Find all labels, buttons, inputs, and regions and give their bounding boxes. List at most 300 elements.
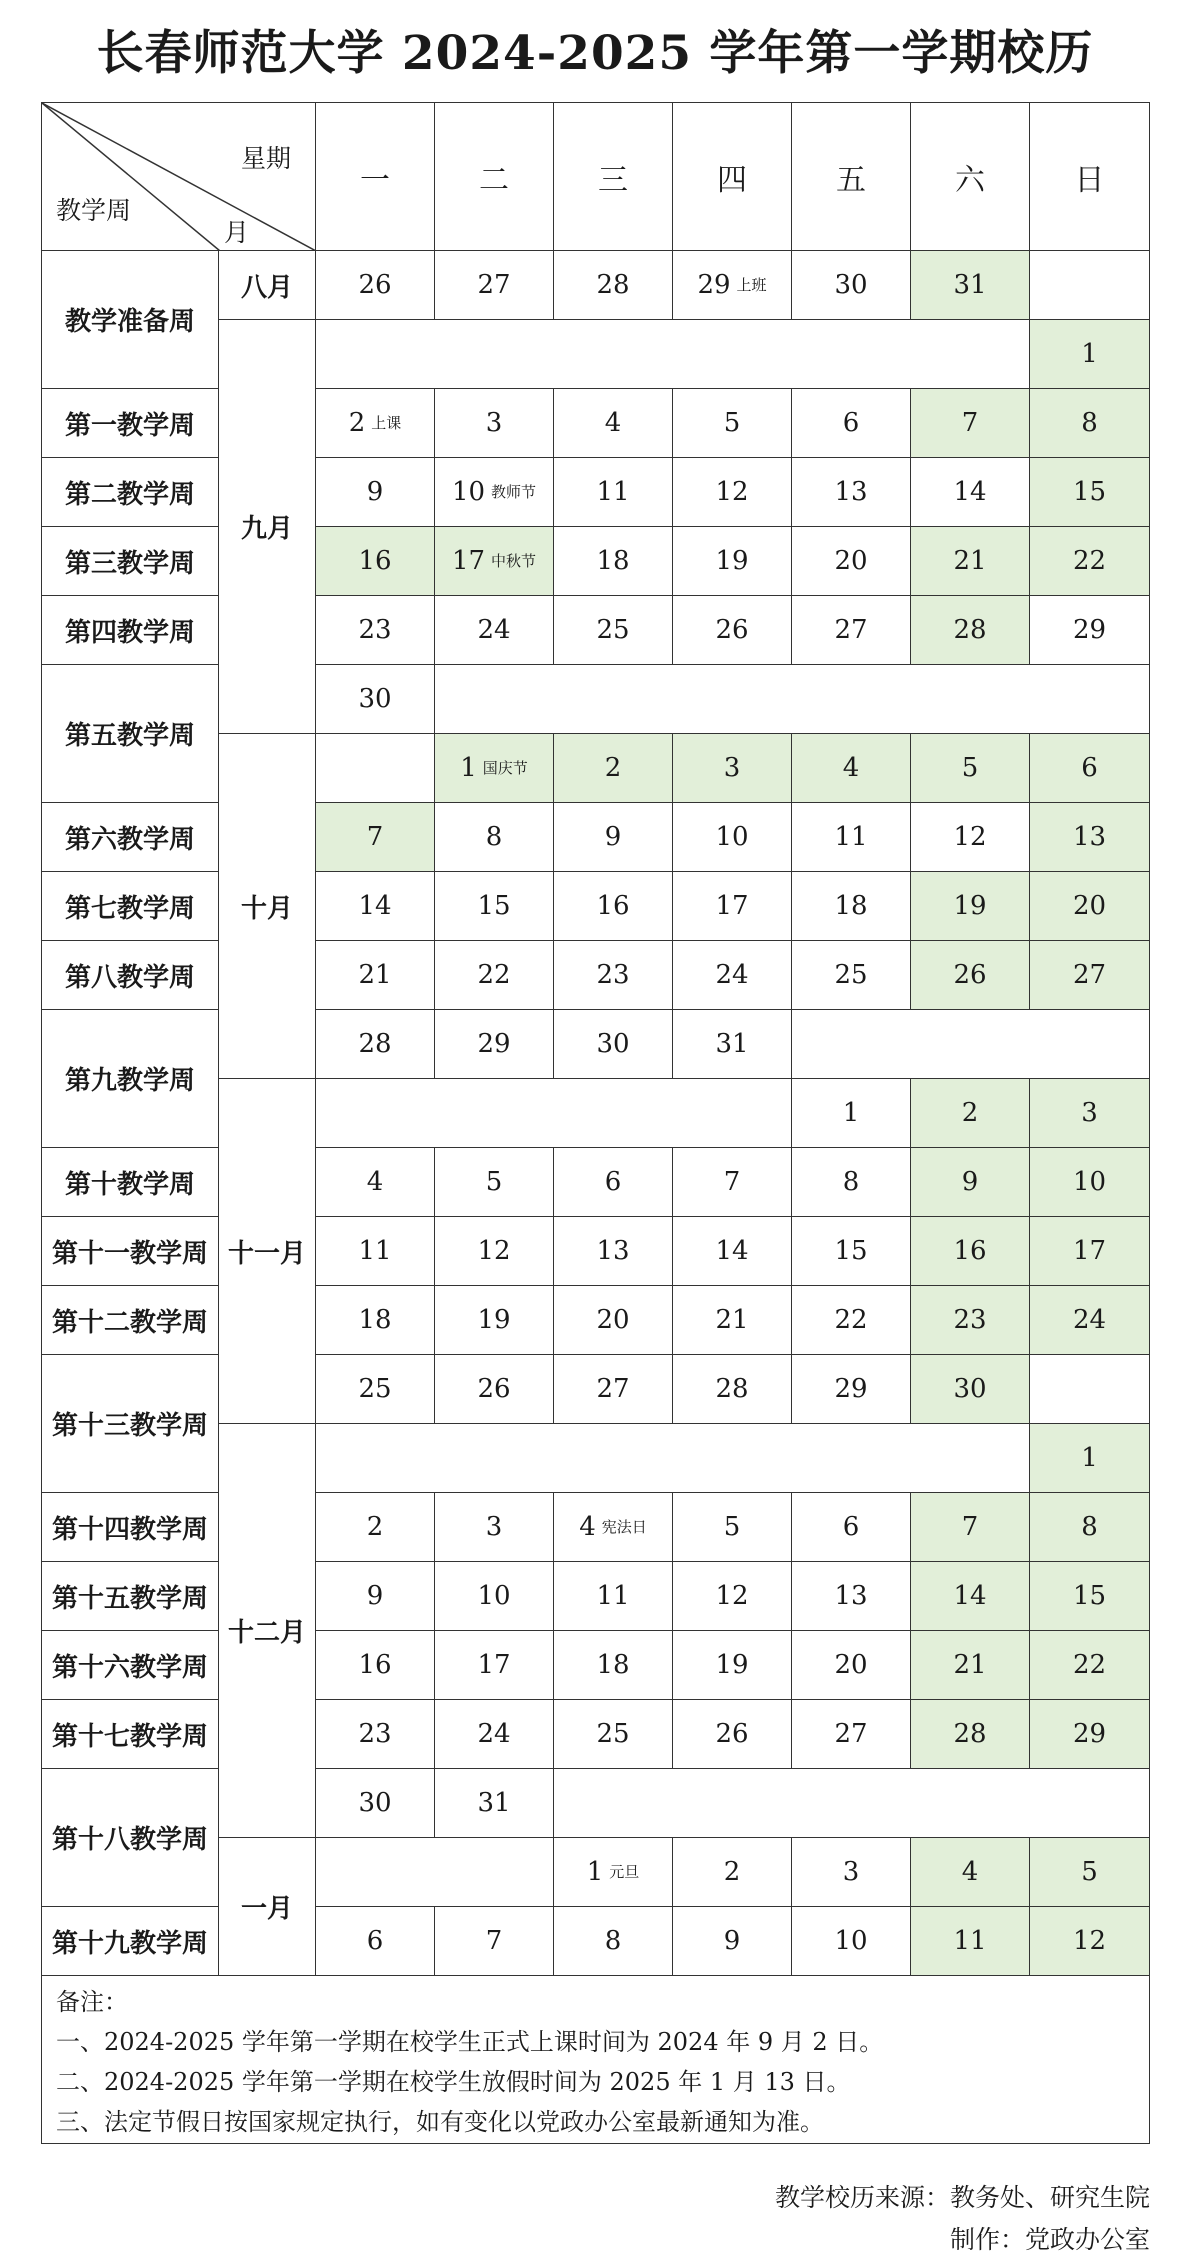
remarks-line: 二、2024-2025 学年第一学期在校学生放假时间为 2025 年 1 月 13 日。 bbox=[56, 2068, 851, 2096]
day-cell bbox=[792, 1286, 911, 1355]
day-number: 24 bbox=[715, 960, 749, 990]
day-number: 4 bbox=[579, 1512, 596, 1542]
day-cell bbox=[673, 1010, 792, 1079]
day-cell bbox=[792, 1148, 911, 1217]
day-cell bbox=[435, 1493, 554, 1562]
day-cell bbox=[911, 596, 1030, 665]
day-number: 19 bbox=[953, 891, 987, 921]
day-cell bbox=[673, 803, 792, 872]
day-cell bbox=[1030, 1700, 1150, 1769]
day-number: 9 bbox=[604, 822, 622, 852]
day-cell bbox=[911, 1838, 1030, 1907]
remarks-cell bbox=[42, 1976, 1150, 2144]
empty-cell bbox=[792, 1010, 1150, 1079]
day-number: 18 bbox=[596, 546, 630, 576]
day-cell bbox=[911, 803, 1030, 872]
day-cell bbox=[316, 1217, 435, 1286]
day-number: 30 bbox=[953, 1374, 987, 1404]
day-annotation: 中秋节 bbox=[491, 552, 537, 570]
day-number: 3 bbox=[1081, 1098, 1098, 1128]
day-number: 28 bbox=[953, 1719, 987, 1749]
day-cell bbox=[316, 803, 435, 872]
day-cell bbox=[673, 1838, 792, 1907]
calendar-row bbox=[42, 527, 1150, 596]
day-number: 13 bbox=[834, 477, 868, 507]
day-number: 20 bbox=[1072, 891, 1107, 921]
day-number: 26 bbox=[477, 1374, 511, 1404]
day-number: 1 bbox=[460, 753, 477, 783]
month-label: 九月 bbox=[219, 320, 316, 734]
day-cell bbox=[435, 1700, 554, 1769]
empty-cell bbox=[316, 1838, 554, 1907]
day-number: 27 bbox=[596, 1374, 630, 1404]
day-cell bbox=[1030, 1493, 1150, 1562]
day-cell bbox=[316, 1286, 435, 1355]
day-cell bbox=[435, 389, 554, 458]
day-number: 17 bbox=[451, 546, 486, 576]
day-cell bbox=[435, 458, 554, 527]
calendar-row bbox=[42, 458, 1150, 527]
day-number: 13 bbox=[596, 1236, 630, 1266]
day-cell bbox=[911, 458, 1030, 527]
day-cell bbox=[911, 1493, 1030, 1562]
day-cell bbox=[673, 1355, 792, 1424]
day-cell bbox=[792, 1700, 911, 1769]
day-number: 1 bbox=[1081, 339, 1098, 369]
day-cell bbox=[435, 1907, 554, 1976]
day-number: 28 bbox=[715, 1374, 749, 1404]
week-label: 第七教学周 bbox=[42, 872, 219, 941]
day-cell bbox=[316, 1355, 435, 1424]
day-number: 27 bbox=[1072, 960, 1107, 990]
day-number: 22 bbox=[834, 1305, 868, 1335]
day-cell bbox=[1030, 1838, 1150, 1907]
day-number: 10 bbox=[715, 822, 749, 852]
day-cell bbox=[316, 1493, 435, 1562]
day-number: 23 bbox=[358, 615, 392, 645]
day-number: 14 bbox=[715, 1236, 749, 1266]
day-number: 30 bbox=[358, 684, 392, 714]
day-cell bbox=[316, 665, 435, 734]
day-number: 17 bbox=[1072, 1236, 1107, 1266]
day-number: 5 bbox=[723, 1512, 741, 1542]
day-number: 5 bbox=[485, 1167, 503, 1197]
day-number: 3 bbox=[842, 1857, 860, 1887]
week-label: 第六教学周 bbox=[42, 803, 219, 872]
week-label: 第十六教学周 bbox=[42, 1631, 219, 1700]
day-cell bbox=[1030, 734, 1150, 803]
day-number: 7 bbox=[961, 1512, 979, 1542]
remarks-line: 三、法定节假日按国家规定执行，如有变化以党政办公室最新通知为准。 bbox=[56, 2108, 824, 2136]
weekday-axis-label: 星期 bbox=[240, 144, 291, 173]
day-number: 28 bbox=[358, 1029, 392, 1059]
day-cell bbox=[435, 1631, 554, 1700]
day-number: 18 bbox=[596, 1650, 630, 1680]
empty-cell bbox=[316, 734, 435, 803]
day-number: 12 bbox=[715, 477, 749, 507]
day-number: 24 bbox=[1072, 1305, 1107, 1335]
day-cell bbox=[316, 251, 435, 320]
calendar-row bbox=[42, 665, 1150, 734]
day-cell bbox=[435, 1562, 554, 1631]
day-cell bbox=[792, 596, 911, 665]
day-cell bbox=[911, 1907, 1030, 1976]
empty-cell bbox=[435, 665, 1150, 734]
day-number: 2 bbox=[723, 1857, 741, 1887]
empty-cell bbox=[316, 320, 1030, 389]
day-cell bbox=[673, 1700, 792, 1769]
day-cell bbox=[554, 596, 673, 665]
day-number: 15 bbox=[834, 1236, 868, 1266]
empty-cell bbox=[1030, 251, 1150, 320]
day-number: 19 bbox=[715, 546, 749, 576]
day-number: 20 bbox=[834, 546, 868, 576]
calendar-row bbox=[42, 1286, 1150, 1355]
day-cell bbox=[911, 251, 1030, 320]
day-number: 28 bbox=[953, 615, 987, 645]
day-cell bbox=[792, 803, 911, 872]
day-cell bbox=[554, 941, 673, 1010]
day-number: 12 bbox=[477, 1236, 511, 1266]
day-cell bbox=[435, 1148, 554, 1217]
day-cell bbox=[554, 1148, 673, 1217]
calendar-row bbox=[42, 1493, 1150, 1562]
day-cell bbox=[1030, 389, 1150, 458]
week-label: 第九教学周 bbox=[42, 1010, 219, 1148]
day-number: 8 bbox=[842, 1167, 860, 1197]
day-cell bbox=[673, 941, 792, 1010]
day-cell bbox=[554, 1838, 673, 1907]
week-label: 第十八教学周 bbox=[42, 1769, 219, 1907]
day-cell bbox=[792, 941, 911, 1010]
weekday-header: 五 bbox=[792, 103, 911, 251]
day-cell bbox=[554, 872, 673, 941]
empty-cell bbox=[316, 1424, 1030, 1493]
day-cell bbox=[316, 1631, 435, 1700]
calendar-row bbox=[42, 1907, 1150, 1976]
empty-cell bbox=[316, 1079, 792, 1148]
day-number: 21 bbox=[715, 1305, 749, 1335]
month-axis-label: 月 bbox=[224, 218, 250, 247]
day-number: 22 bbox=[477, 960, 511, 990]
day-number: 23 bbox=[953, 1305, 987, 1335]
day-number: 2 bbox=[604, 753, 622, 783]
day-number: 3 bbox=[723, 753, 741, 783]
day-cell bbox=[673, 389, 792, 458]
day-number: 1 bbox=[1081, 1443, 1098, 1473]
empty-cell bbox=[554, 1769, 1150, 1838]
week-label: 第二教学周 bbox=[42, 458, 219, 527]
day-number: 29 bbox=[1072, 1719, 1107, 1749]
day-cell bbox=[554, 458, 673, 527]
day-cell bbox=[911, 1148, 1030, 1217]
day-number: 4 bbox=[961, 1857, 979, 1887]
day-cell bbox=[316, 1907, 435, 1976]
day-cell bbox=[554, 1493, 673, 1562]
week-label: 第十五教学周 bbox=[42, 1562, 219, 1631]
day-cell bbox=[435, 527, 554, 596]
day-cell bbox=[792, 1493, 911, 1562]
day-cell bbox=[1030, 1424, 1150, 1493]
day-annotation: 上课 bbox=[371, 414, 402, 432]
day-number: 5 bbox=[1081, 1857, 1098, 1887]
day-cell bbox=[673, 1631, 792, 1700]
remarks-row bbox=[42, 1976, 1150, 2144]
day-cell bbox=[435, 596, 554, 665]
day-cell bbox=[792, 1355, 911, 1424]
day-cell bbox=[1030, 596, 1150, 665]
day-number: 8 bbox=[1081, 1512, 1098, 1542]
day-number: 2 bbox=[348, 408, 366, 438]
week-label: 第十一教学周 bbox=[42, 1217, 219, 1286]
month-label: 十一月 bbox=[219, 1079, 316, 1424]
month-label: 一月 bbox=[219, 1838, 316, 1976]
calendar-row bbox=[42, 803, 1150, 872]
day-number: 14 bbox=[953, 1581, 987, 1611]
day-number: 6 bbox=[604, 1167, 622, 1197]
calendar-row bbox=[42, 1769, 1150, 1838]
day-number: 5 bbox=[723, 408, 741, 438]
day-number: 8 bbox=[1081, 408, 1098, 438]
day-number: 27 bbox=[834, 1719, 868, 1749]
day-number: 4 bbox=[604, 408, 622, 438]
day-number: 26 bbox=[953, 960, 987, 990]
day-number: 16 bbox=[596, 891, 630, 921]
day-number: 10 bbox=[451, 477, 486, 507]
day-number: 2 bbox=[961, 1098, 979, 1128]
empty-cell bbox=[1030, 1355, 1150, 1424]
day-annotation: 教师节 bbox=[491, 483, 537, 501]
day-number: 19 bbox=[477, 1305, 511, 1335]
calendar-row bbox=[42, 1217, 1150, 1286]
day-number: 22 bbox=[1072, 546, 1107, 576]
day-number: 7 bbox=[723, 1167, 741, 1197]
day-cell bbox=[316, 1769, 435, 1838]
calendar-row bbox=[42, 941, 1150, 1010]
day-cell bbox=[792, 734, 911, 803]
day-cell bbox=[554, 1355, 673, 1424]
day-cell bbox=[1030, 1631, 1150, 1700]
day-cell bbox=[435, 1355, 554, 1424]
day-number: 15 bbox=[1072, 477, 1107, 507]
day-cell bbox=[554, 734, 673, 803]
day-cell bbox=[792, 1217, 911, 1286]
day-cell bbox=[554, 1907, 673, 1976]
day-number: 7 bbox=[366, 822, 384, 852]
week-label: 第十教学周 bbox=[42, 1148, 219, 1217]
calendar-row bbox=[42, 389, 1150, 458]
day-cell bbox=[1030, 320, 1150, 389]
week-label: 教学准备周 bbox=[42, 251, 219, 389]
day-number: 1 bbox=[842, 1098, 860, 1128]
day-cell bbox=[911, 1286, 1030, 1355]
day-cell bbox=[316, 1148, 435, 1217]
week-label: 第五教学周 bbox=[42, 665, 219, 803]
weekday-header: 二 bbox=[435, 103, 554, 251]
day-number: 25 bbox=[358, 1374, 392, 1404]
day-cell bbox=[435, 1769, 554, 1838]
calendar-row bbox=[42, 1631, 1150, 1700]
day-number: 27 bbox=[834, 615, 868, 645]
day-cell bbox=[435, 734, 554, 803]
calendar-row bbox=[42, 1148, 1150, 1217]
day-number: 3 bbox=[485, 408, 503, 438]
day-cell bbox=[673, 872, 792, 941]
day-cell bbox=[673, 596, 792, 665]
day-number: 20 bbox=[834, 1650, 868, 1680]
day-number: 15 bbox=[1072, 1581, 1107, 1611]
day-number: 31 bbox=[477, 1788, 511, 1818]
day-cell bbox=[1030, 941, 1150, 1010]
weekday-header: 四 bbox=[673, 103, 792, 251]
day-number: 22 bbox=[1072, 1650, 1107, 1680]
diagonal-header-cell bbox=[42, 103, 316, 251]
day-number: 28 bbox=[596, 270, 630, 300]
weekday-header: 六 bbox=[911, 103, 1030, 251]
day-cell bbox=[554, 1010, 673, 1079]
week-label: 第三教学周 bbox=[42, 527, 219, 596]
day-cell bbox=[911, 941, 1030, 1010]
calendar-source: 教学校历来源：教务处、研究生院 bbox=[774, 2183, 1150, 2212]
week-label: 第十四教学周 bbox=[42, 1493, 219, 1562]
day-number: 31 bbox=[715, 1029, 749, 1059]
day-number: 18 bbox=[834, 891, 868, 921]
day-cell bbox=[1030, 1148, 1150, 1217]
day-annotation: 国庆节 bbox=[482, 759, 528, 777]
day-number: 15 bbox=[477, 891, 511, 921]
day-annotation: 上班 bbox=[736, 276, 767, 294]
day-number: 9 bbox=[366, 1581, 384, 1611]
week-label: 第十九教学周 bbox=[42, 1907, 219, 1976]
day-number: 7 bbox=[485, 1926, 503, 1956]
day-cell bbox=[1030, 1562, 1150, 1631]
day-cell bbox=[554, 527, 673, 596]
day-number: 14 bbox=[358, 891, 392, 921]
remarks-line: 一、2024-2025 学年第一学期在校学生正式上课时间为 2024 年 9 月 2 日。 bbox=[56, 2028, 884, 2056]
day-number: 11 bbox=[596, 477, 630, 507]
day-number: 11 bbox=[358, 1236, 392, 1266]
day-cell bbox=[673, 251, 792, 320]
day-number: 30 bbox=[834, 270, 868, 300]
day-number: 6 bbox=[366, 1926, 384, 1956]
week-label: 第十三教学周 bbox=[42, 1355, 219, 1493]
day-cell bbox=[911, 527, 1030, 596]
day-number: 24 bbox=[477, 615, 511, 645]
day-number: 20 bbox=[596, 1305, 630, 1335]
day-cell bbox=[911, 1355, 1030, 1424]
day-number: 7 bbox=[961, 408, 979, 438]
day-number: 10 bbox=[477, 1581, 511, 1611]
day-cell bbox=[911, 872, 1030, 941]
day-number: 1 bbox=[586, 1857, 604, 1887]
day-cell bbox=[911, 1700, 1030, 1769]
header-row bbox=[42, 103, 1150, 251]
day-number: 29 bbox=[477, 1029, 511, 1059]
day-number: 27 bbox=[477, 270, 511, 300]
day-cell bbox=[1030, 872, 1150, 941]
day-cell bbox=[316, 872, 435, 941]
day-cell bbox=[673, 527, 792, 596]
day-cell bbox=[554, 1286, 673, 1355]
day-number: 12 bbox=[1072, 1926, 1107, 1956]
day-number: 23 bbox=[596, 960, 630, 990]
day-cell bbox=[792, 872, 911, 941]
day-number: 26 bbox=[358, 270, 392, 300]
day-cell bbox=[792, 1562, 911, 1631]
day-number: 18 bbox=[358, 1305, 392, 1335]
week-label: 第八教学周 bbox=[42, 941, 219, 1010]
day-cell bbox=[554, 389, 673, 458]
day-cell bbox=[1030, 527, 1150, 596]
day-cell bbox=[792, 458, 911, 527]
day-number: 9 bbox=[723, 1926, 741, 1956]
day-cell bbox=[792, 1838, 911, 1907]
day-number: 16 bbox=[358, 546, 392, 576]
day-number: 9 bbox=[961, 1167, 979, 1197]
week-label: 第十二教学周 bbox=[42, 1286, 219, 1355]
day-number: 12 bbox=[715, 1581, 749, 1611]
day-cell bbox=[435, 803, 554, 872]
day-cell bbox=[435, 1010, 554, 1079]
calendar-table bbox=[41, 102, 1150, 2144]
day-cell bbox=[673, 1562, 792, 1631]
day-cell bbox=[911, 1562, 1030, 1631]
calendar-row bbox=[42, 1355, 1150, 1424]
day-cell bbox=[316, 1700, 435, 1769]
day-cell bbox=[435, 1217, 554, 1286]
day-cell bbox=[1030, 1217, 1150, 1286]
day-number: 30 bbox=[596, 1029, 630, 1059]
day-number: 13 bbox=[1072, 822, 1107, 852]
day-number: 13 bbox=[834, 1581, 868, 1611]
day-number: 9 bbox=[366, 477, 384, 507]
day-number: 8 bbox=[604, 1926, 622, 1956]
day-number: 4 bbox=[366, 1167, 384, 1197]
day-cell bbox=[554, 251, 673, 320]
day-cell bbox=[316, 1010, 435, 1079]
week-label: 第四教学周 bbox=[42, 596, 219, 665]
day-cell bbox=[554, 1700, 673, 1769]
day-number: 31 bbox=[953, 270, 987, 300]
day-number: 25 bbox=[596, 1719, 630, 1749]
day-number: 23 bbox=[358, 1719, 392, 1749]
day-cell bbox=[1030, 1907, 1150, 1976]
day-number: 21 bbox=[953, 1650, 987, 1680]
day-cell bbox=[316, 458, 435, 527]
month-label: 十月 bbox=[219, 734, 316, 1079]
day-cell bbox=[554, 1562, 673, 1631]
day-number: 11 bbox=[596, 1581, 630, 1611]
day-cell bbox=[911, 734, 1030, 803]
day-annotation: 元旦 bbox=[609, 1863, 640, 1881]
day-number: 6 bbox=[842, 1512, 860, 1542]
week-label: 第十七教学周 bbox=[42, 1700, 219, 1769]
day-cell bbox=[1030, 803, 1150, 872]
calendar-maker: 制作：党政办公室 bbox=[949, 2225, 1150, 2254]
day-number: 10 bbox=[1072, 1167, 1107, 1197]
day-cell bbox=[1030, 458, 1150, 527]
day-annotation: 宪法日 bbox=[601, 1518, 647, 1536]
day-number: 25 bbox=[834, 960, 868, 990]
day-number: 12 bbox=[953, 822, 987, 852]
day-number: 14 bbox=[953, 477, 987, 507]
day-cell bbox=[792, 1907, 911, 1976]
day-cell bbox=[316, 389, 435, 458]
day-cell bbox=[554, 1217, 673, 1286]
day-cell bbox=[554, 1631, 673, 1700]
calendar-row bbox=[42, 1010, 1150, 1079]
day-number: 4 bbox=[842, 753, 860, 783]
